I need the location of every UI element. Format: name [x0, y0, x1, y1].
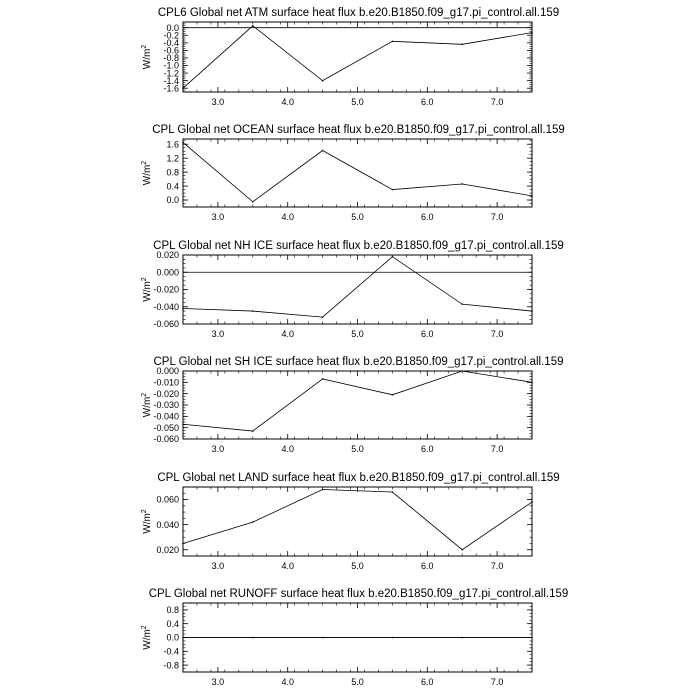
x-tick-label: 6.0 — [421, 97, 434, 107]
data-point — [531, 501, 533, 503]
y-tick-label: -0.040 — [153, 411, 179, 422]
y-tick-label: -0.2 — [163, 30, 179, 41]
data-point — [182, 142, 184, 144]
y-tick-label: -0.4 — [163, 646, 179, 657]
x-tick-label: 5.0 — [351, 561, 364, 571]
y-tick-label: -0.020 — [153, 388, 179, 399]
y-tick-label: -0.040 — [153, 301, 179, 312]
y-tick-label: -0.030 — [153, 400, 179, 411]
y-tick-label: -0.020 — [153, 284, 179, 295]
data-point — [322, 80, 324, 82]
y-tick-label: 0.0 — [166, 22, 179, 33]
chart-title: CPL Global net LAND surface heat flux b.e20.B1850.f09_g17.pi_control.all.159 — [157, 472, 560, 484]
x-tick-label: 6.0 — [421, 212, 434, 222]
chart-panel — [141, 588, 568, 687]
chart-title: CPL Global net SH ICE surface heat flux b.e20.B1850.f09_g17.pi_control.all.159 — [153, 356, 564, 368]
y-tick-label: 0.4 — [166, 618, 179, 629]
y-tick-label: 0.0 — [166, 195, 179, 206]
x-tick-label: 3.0 — [211, 329, 225, 339]
x-tick-label: 5.0 — [351, 329, 364, 339]
x-tick-label: 6.0 — [421, 444, 434, 454]
x-tick-label: 7.0 — [490, 212, 504, 222]
plot-frame — [183, 22, 532, 92]
chart-panel — [141, 124, 565, 222]
data-point — [252, 637, 254, 639]
x-tick-label: 4.0 — [281, 329, 294, 339]
plot-frame — [183, 139, 532, 207]
data-point — [531, 195, 533, 197]
data-point — [252, 25, 254, 27]
y-tick-label: 0.060 — [156, 494, 179, 505]
data-point — [392, 189, 394, 191]
x-tick-label: 4.0 — [281, 444, 294, 454]
y-axis-label: $W/m^2$ — [141, 277, 153, 302]
x-tick-label: 6.0 — [421, 677, 434, 687]
y-tick-label: 0.040 — [156, 519, 179, 530]
data-point — [461, 44, 463, 46]
y-tick-label: 0.0 — [166, 632, 179, 643]
y-tick-label: -0.060 — [153, 434, 179, 445]
data-point — [531, 310, 533, 312]
y-tick-label: 0.000 — [156, 267, 179, 278]
y-tick-label: -0.060 — [153, 319, 179, 330]
x-tick-label: 3.0 — [211, 561, 225, 571]
data-point — [322, 489, 324, 491]
x-tick-label: 5.0 — [351, 677, 364, 687]
data-point — [392, 637, 394, 639]
x-tick-label: 7.0 — [490, 561, 504, 571]
x-tick-label: 5.0 — [351, 444, 364, 454]
y-axis-label: $W/m^2$ — [141, 392, 153, 418]
x-tick-label: 7.0 — [490, 677, 504, 687]
plot-frame — [183, 371, 532, 439]
y-tick-label: -1.0 — [163, 60, 179, 71]
chart-panel — [141, 356, 564, 454]
data-point — [392, 256, 394, 258]
chart-panel — [141, 240, 564, 339]
chart-title: CPL Global net NH ICE surface heat flux b.e20.B1850.f09_g17.pi_control.all.159 — [153, 240, 564, 252]
data-point — [252, 310, 254, 312]
chart-title: CPL Global net RUNOFF surface heat flux b.e20.B1850.f09_g17.pi_control.all.159 — [148, 588, 569, 600]
plot-frame — [183, 255, 532, 324]
data-point — [392, 40, 394, 42]
data-point — [182, 308, 184, 310]
data-point — [252, 521, 254, 523]
x-tick-label: 3.0 — [211, 97, 225, 107]
series-line — [183, 371, 532, 431]
y-tick-label: 0.020 — [156, 250, 179, 261]
x-tick-label: 3.0 — [211, 444, 225, 454]
x-tick-label: 4.0 — [281, 677, 294, 687]
x-tick-label: 6.0 — [421, 329, 434, 339]
data-point — [252, 201, 254, 203]
x-tick-label: 5.0 — [351, 212, 364, 222]
y-tick-label: -0.8 — [163, 660, 179, 671]
series-line — [183, 26, 532, 88]
series-line — [183, 142, 532, 201]
data-point — [392, 491, 394, 493]
y-tick-label: 0.8 — [166, 605, 179, 616]
data-point — [461, 637, 463, 639]
y-tick-label: -0.010 — [153, 377, 179, 388]
y-tick-label: -1.6 — [163, 83, 179, 94]
x-tick-label: 7.0 — [490, 329, 504, 339]
chart-title: CPL6 Global net ATM surface heat flux b.e20.B1850.f09_g17.pi_control.all.159 — [157, 7, 560, 19]
y-tick-label: 0.4 — [166, 181, 179, 192]
data-point — [322, 150, 324, 152]
y-tick-label: -0.6 — [163, 45, 179, 56]
data-point — [461, 370, 463, 372]
plot-frame — [183, 487, 532, 556]
data-point — [322, 378, 324, 380]
data-point — [182, 87, 184, 89]
data-point — [182, 637, 184, 639]
data-point — [461, 549, 463, 551]
y-tick-label: 0.020 — [156, 544, 179, 555]
chart-title: CPL Global net OCEAN surface heat flux b.e20.B1850.f09_g17.pi_control.all.159 — [152, 124, 565, 136]
y-tick-label: -1.2 — [163, 68, 179, 79]
y-tick-label: -1.4 — [163, 75, 179, 86]
data-point — [182, 423, 184, 425]
data-point — [182, 543, 184, 545]
x-tick-label: 4.0 — [281, 212, 294, 222]
y-tick-label: -0.4 — [163, 38, 179, 49]
y-tick-label: -0.050 — [153, 422, 179, 433]
x-tick-label: 4.0 — [281, 561, 294, 571]
x-tick-label: 4.0 — [281, 97, 294, 107]
data-point — [461, 183, 463, 185]
series-line — [183, 490, 532, 550]
y-tick-label: 1.2 — [166, 153, 179, 164]
x-tick-label: 7.0 — [490, 97, 504, 107]
data-point — [252, 430, 254, 432]
y-axis-label: $W/m^2$ — [141, 509, 153, 534]
data-point — [322, 637, 324, 639]
y-tick-label: 0.8 — [166, 167, 179, 178]
x-tick-label: 6.0 — [421, 561, 434, 571]
y-tick-label: 1.6 — [166, 139, 179, 150]
chart-panel — [141, 7, 559, 107]
y-axis-label: $W/m^2$ — [141, 44, 153, 70]
y-tick-label: -0.8 — [163, 53, 179, 64]
y-axis-label: $W/m^2$ — [141, 160, 153, 186]
data-point — [392, 394, 394, 396]
series-line — [183, 257, 532, 317]
data-point — [531, 637, 533, 639]
data-point — [322, 316, 324, 318]
chart-panel — [141, 472, 560, 571]
y-axis-label: $W/m^2$ — [141, 625, 153, 650]
y-tick-label: 0.000 — [156, 366, 179, 377]
data-point — [531, 32, 533, 34]
x-tick-label: 3.0 — [211, 212, 225, 222]
x-tick-label: 3.0 — [211, 677, 225, 687]
data-point — [461, 303, 463, 305]
x-tick-label: 5.0 — [351, 97, 364, 107]
data-point — [531, 382, 533, 384]
x-tick-label: 7.0 — [490, 444, 504, 454]
